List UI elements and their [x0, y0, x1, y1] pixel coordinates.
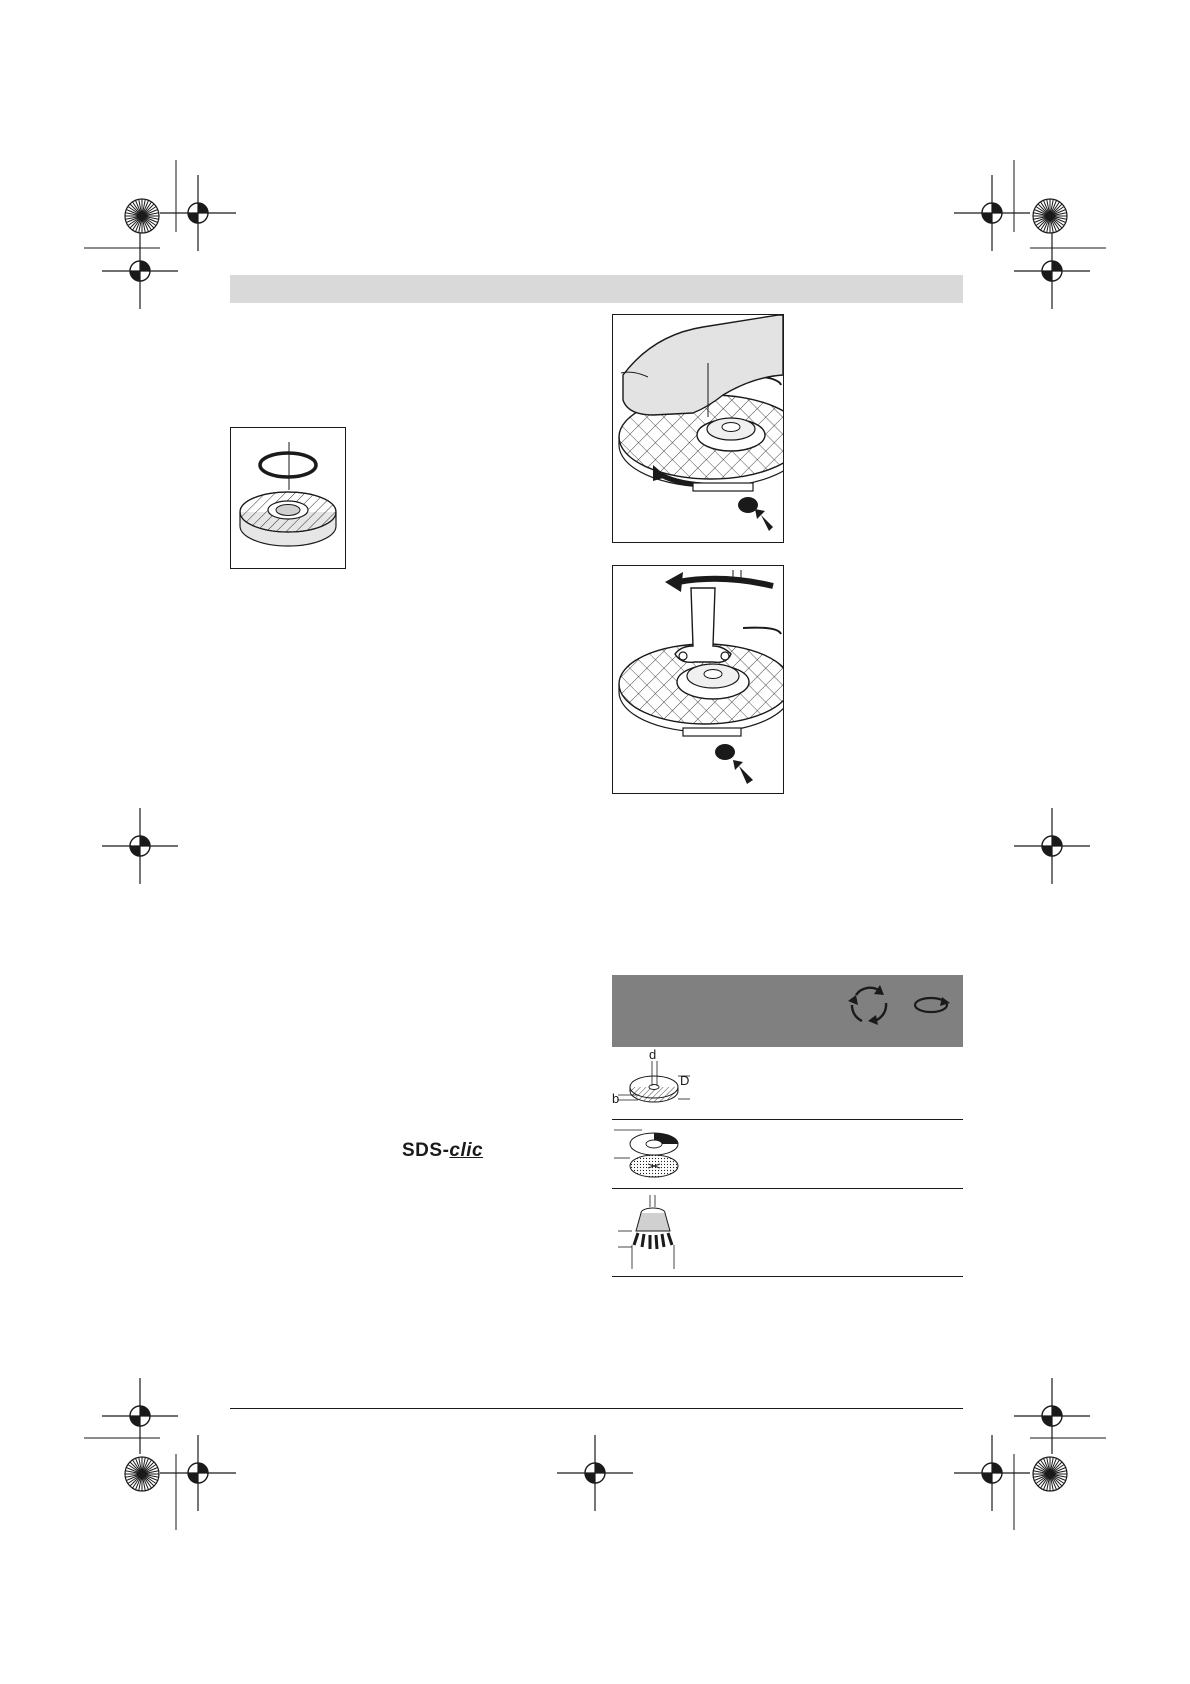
- table-bottom-rule: [612, 1276, 963, 1277]
- page-footer-rule: [230, 1408, 963, 1409]
- sds-clic-logo-prefix: SDS-: [402, 1140, 450, 1161]
- starburst-color-bar-icon: [125, 199, 159, 233]
- crosshair-target-icon: [1014, 808, 1090, 884]
- crosshair-target-icon: [102, 233, 178, 309]
- grinding-disc-icon: [612, 1124, 692, 1186]
- crosshair-target-icon: [557, 1435, 633, 1511]
- cup-brush-icon: [612, 1193, 692, 1273]
- hand-tighten-illustration: [613, 315, 783, 542]
- starburst-color-bar-icon: [1033, 199, 1067, 233]
- table-row: [612, 1120, 963, 1188]
- crosshair-target-icon: [102, 1378, 178, 1454]
- crosshair-target-icon: [954, 1435, 1030, 1511]
- crosshair-target-icon: [160, 1435, 236, 1511]
- crosshair-target-icon: [1014, 233, 1090, 309]
- rotation-arrow-icon: [912, 993, 952, 1017]
- dimension-label-D: D: [680, 1073, 690, 1088]
- sds-clic-logo-suffix: clic: [449, 1140, 484, 1161]
- figure-o-ring-flange: [230, 427, 346, 569]
- table-row: [612, 1189, 963, 1275]
- two-pin-spanner-illustration: [613, 566, 783, 793]
- starburst-color-bar-icon: [1033, 1457, 1067, 1491]
- crosshair-target-icon: [160, 175, 236, 251]
- crosshair-target-icon: [102, 808, 178, 884]
- table-row: [612, 1047, 963, 1119]
- dimension-label-d: d: [649, 1047, 657, 1062]
- o-ring-flange-illustration: [231, 428, 345, 568]
- page-header-bar: [230, 275, 963, 303]
- starburst-color-bar-icon: [125, 1457, 159, 1491]
- table-header: [612, 975, 963, 1047]
- figure-two-pin-spanner: [612, 565, 784, 794]
- figure-hand-tighten-nut: [612, 314, 784, 543]
- dimension-label-b: b: [612, 1091, 620, 1106]
- circular-arrows-icon: [846, 981, 892, 1027]
- sds-clic-logo: [402, 1140, 483, 1162]
- crosshair-target-icon: [1014, 1378, 1090, 1454]
- crosshair-target-icon: [954, 175, 1030, 251]
